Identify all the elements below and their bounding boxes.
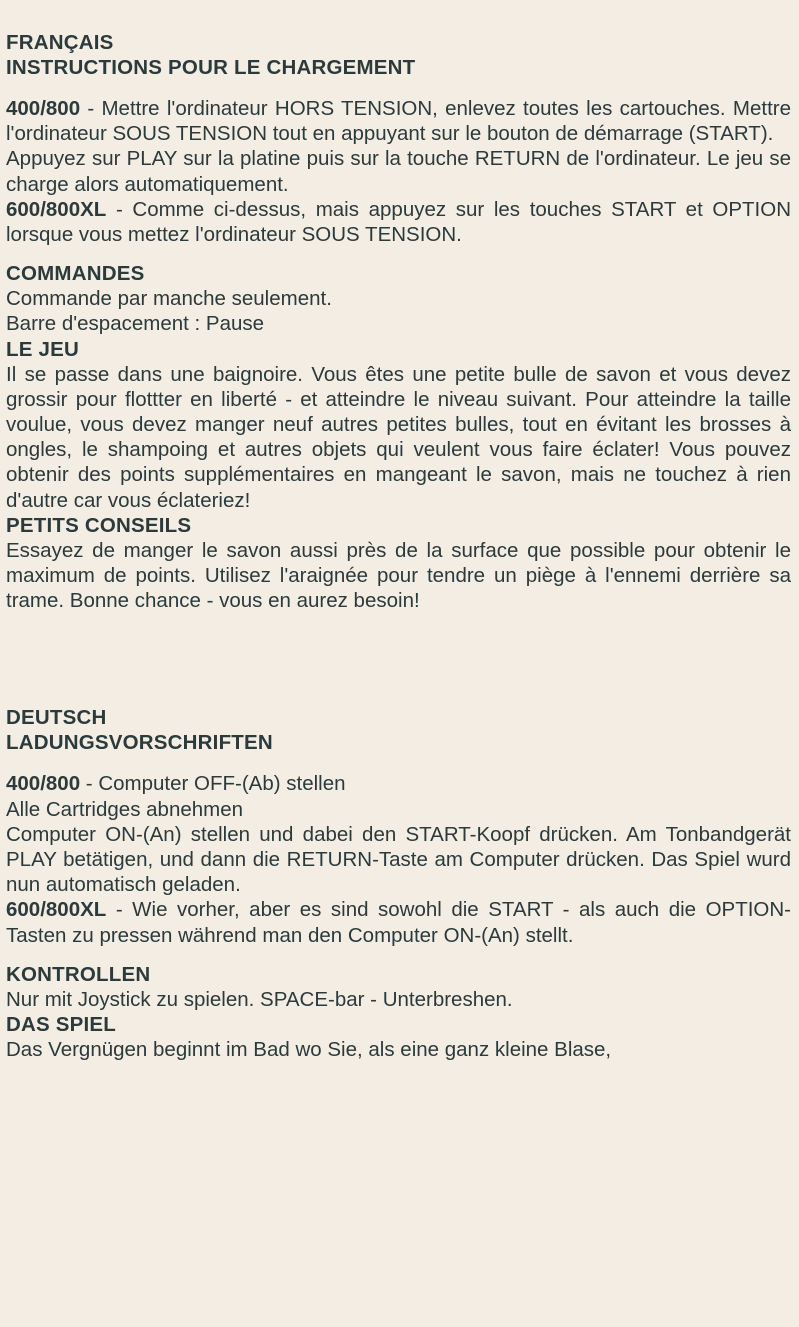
german-loading-paragraph-2: Computer ON-(An) stellen und dabei den START-Koopf drücken. Am Tonbandgerät PLAY betätigen, und dann die RETURN-Taste am Computer drücken. Das Spiel wurd nun automatisch geladen. (6, 822, 791, 897)
french-loading-title: INSTRUCTIONS POUR LE CHARGEMENT (6, 56, 416, 79)
instruction-page (6, 30, 791, 1062)
german-loading-title: LADUNGSVORSCHRIFTEN (6, 731, 273, 755)
french-game-heading: LE JEU (6, 337, 79, 361)
german-loading-paragraph-1: 400/800 - Computer OFF-(Ab) stellen (6, 772, 346, 796)
german-loading-line-2: Alle Cartridges abnehmen (6, 797, 244, 821)
model-label: 400/800 (6, 772, 81, 796)
french-loading-paragraph-2: Appuyez sur PLAY sur la platine puis sur la touche RETURN de l'ordinateur. Le jeu se charge alors automatiquement. (6, 147, 791, 196)
model-label: 600/800XL (6, 898, 107, 922)
french-controls-heading: COMMANDES (6, 262, 145, 286)
german-loading-paragraph-3: 600/800XL - Wie vorher, aber es sind sowohl die START - als auch die OPTION-Tasten zu pressen während man den Computer ON-(An) stellt. (6, 898, 791, 947)
french-loading-paragraph-1: 400/800 - Mettre l'ordinateur HORS TENSION, enlevez toutes les cartouches. Mettre l'ordinateur SOUS TENSION tout en appuyant sur le bouton de démarrage (START). (6, 97, 791, 146)
french-section (6, 30, 791, 613)
french-loading-paragraph-3: 600/800XL - Comme ci-dessus, mais appuyez sur les touches START et OPTION lorsque vous mettez l'ordinateur SOUS TENSION. (6, 197, 791, 247)
french-tips-paragraph: Essayez de manger le savon aussi près de la surface que possible pour obtenir le maximum de points. Utilisez l'araignée pour tendre un piège à l'ennemi derrière sa trame. Bonne chance - vous en aurez besoin! (6, 538, 791, 613)
french-language-heading: FRANÇAIS (6, 31, 114, 54)
french-game-paragraph: Il se passe dans une baignoire. Vous êtes une petite bulle de savon et vous devez grossir pour flottter en liberté - et atteindre le niveau suivant. Pour atteindre la taille voulue, vous devez manger neuf autres petites bulles, tout en évitant les brosses à ongles, le shampoing et autres objets qui veulent vous faire éclater! Vous pouvez obtenir des points supplémentaires en mangeant le savon, mais ne touchez à rien d'autre car vous éclateriez! (6, 362, 791, 512)
french-controls-line-1: Commande par manche seulement. (6, 287, 332, 311)
german-section (6, 705, 791, 1062)
french-controls-line-2: Barre d'espacement : Pause (6, 312, 265, 336)
german-language-heading: DEUTSCH (6, 706, 107, 730)
model-label: 400/800 (6, 97, 81, 120)
german-controls-line-1: Nur mit Joystick zu spielen. SPACE-bar - Unterbreshen. (6, 987, 513, 1011)
french-tips-heading: PETITS CONSEILS (6, 513, 192, 537)
german-controls-heading: KONTROLLEN (6, 962, 151, 986)
german-game-paragraph: Das Vergnügen beginnt im Bad wo Sie, als eine ganz kleine Blase, (6, 1038, 612, 1062)
german-game-heading: DAS SPIEL (6, 1013, 117, 1037)
model-label: 600/800XL (6, 197, 107, 221)
